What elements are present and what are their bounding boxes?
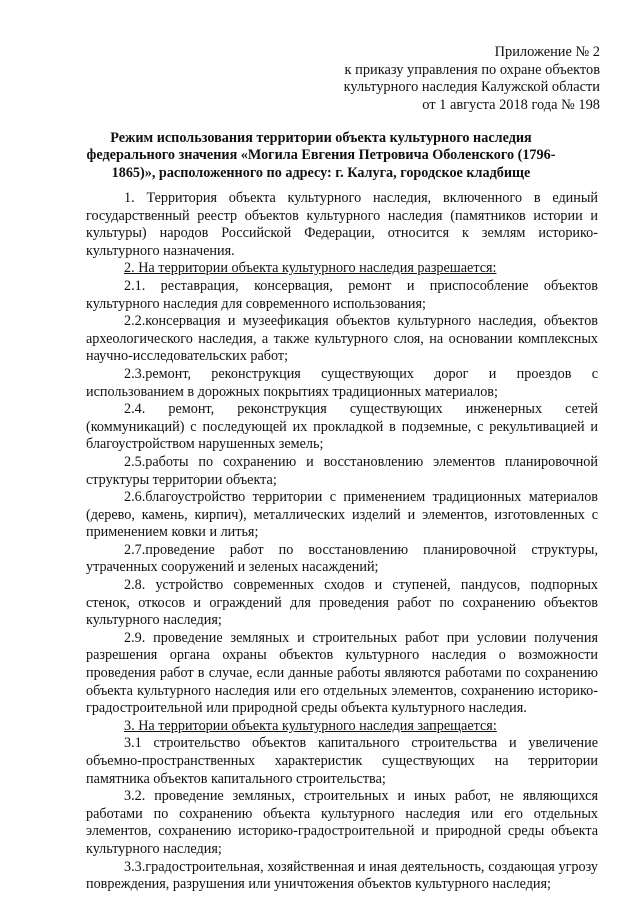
paragraph: 2.2.консервация и музеефикация объектов культурного наследия, объектов археологического наследия, а также культурного слоя, на основании комплексных научно-исследовательских работ; bbox=[86, 313, 598, 365]
paragraph: 2.6.благоустройство территории с применением традиционных материалов (дерево, камень, кирпич), металлических изделий и элементов, изготовленных с применением ковки и литья; bbox=[86, 489, 598, 541]
appendix-header bbox=[300, 44, 600, 114]
paragraph: 2.9. проведение земляных и строительных работ при условии получения разрешения органа охраны объектов культурного наследия о возможности проведения работ в случае, если данные работы являются работами по сохранению объекта культурного наследия или его отдельных элементов, сохранению историко-градостроительной или природной среды объекта культурного наследия. bbox=[86, 629, 598, 717]
paragraph: 2.1. реставрация, консервация, ремонт и приспособление объектов культурного наследия для современного использования; bbox=[86, 277, 598, 312]
section-heading: 2. На территории объекта культурного наследия разрешается: bbox=[124, 260, 497, 277]
appendix-authority: культурного наследия Калужской области bbox=[343, 79, 600, 96]
document-body bbox=[86, 190, 598, 894]
appendix-number: Приложение № 2 bbox=[494, 44, 600, 60]
paragraph: 2.8. устройство современных сходов и ступеней, пандусов, подпорных стенок, откосов и ограждений для проведения работ по сохранению объектов культурного наследия; bbox=[86, 577, 598, 629]
paragraph: 2.3.ремонт, реконструкция существующих дорог и проездов с использованием в дорожных покрытиях традиционных материалов; bbox=[86, 365, 598, 400]
paragraph: 3.3.градостроительная, хозяйственная и иная деятельность, создающая угрозу повреждения, разрушения или уничтожения объектов культурного наследия; bbox=[86, 858, 598, 893]
paragraph: 3.1 строительство объектов капитального строительства и увеличение объемно-пространственных характеристик существующих на территории памятника объектов капитального строительства; bbox=[86, 735, 598, 787]
paragraph: 2.5.работы по сохранению и восстановлению элементов планировочной структуры территории объекта; bbox=[86, 453, 598, 488]
appendix-date: от 1 августа 2018 года № 198 bbox=[422, 96, 600, 113]
section-heading: 3. На территории объекта культурного наследия запрещается: bbox=[124, 717, 497, 734]
paragraph: 3.2. проведение земляных, строительных и иных работ, не являющихся работами по сохранению объекта культурного наследия или его отдельных элементов, сохранению историко-градостроительной и природной среды объекта культурного наследия; bbox=[86, 788, 598, 857]
document-title: Режим использования территории объекта культурного наследия федерального значения «Могила Евгения Петровича Оболенского (1796-1865)», расположенного по адресу: г. Калуга, городское кладбище bbox=[86, 130, 556, 181]
paragraph: 1. Территория объекта культурного наследия, включенного в единый государственный реестр объектов культурного наследия (памятников истории и культуры) народов Российской Федерации, относится к землям историко-культурного назначения. bbox=[86, 190, 598, 259]
paragraph: 2.4. ремонт, реконструкция существующих инженерных сетей (коммуникаций) с последующей их прокладкой в подземные, с рекультивацией и благоустройством нарушенных земель; bbox=[86, 401, 598, 453]
paragraph: 2.7.проведение работ по восстановлению планировочной структуры, утраченных сооружений и зеленых насаждений; bbox=[86, 541, 598, 576]
appendix-order-ref: к приказу управления по охране объектов bbox=[344, 61, 600, 78]
